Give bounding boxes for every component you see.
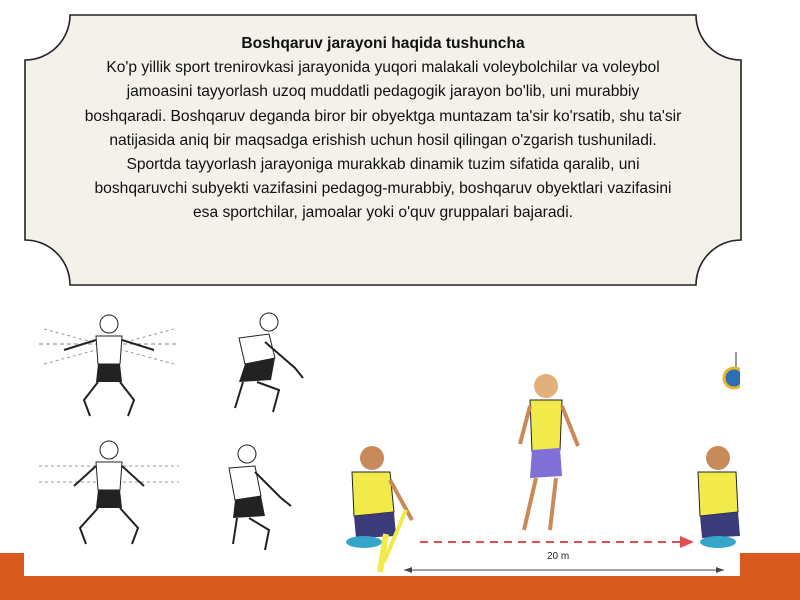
- distance-label: 20 m: [544, 551, 572, 562]
- accent-bar-bottom: [0, 576, 800, 600]
- athlete-side-ready-figure: [199, 440, 319, 555]
- info-card: [24, 14, 742, 286]
- accent-bar-right: [740, 553, 800, 576]
- accent-bar-left: [0, 553, 24, 576]
- card-body: Ko'p yillik sport trenirovkasi jarayonida yuqori malakali voleybolchilar va voleybol jamoasini tayyorlash uzoq muddatli pedagogik jarayon bo'lib, uni murabbiy boshqaradi. Boshqaruv deganda biror bir obyektga muntazam ta'sir ko'rsatib, shu ta'sir natijasida aniq bir maqsadga erishish uchun hosil qilingan o'zgarish tushuniladi. Sportda tayyorlash jarayoniga murakkab dinamik tuzim sifatida qaralib, uni boshqaruvchi subyekti vazifasini pedagog-murabbiy, boshqaruv obyektlari vazifasini esa sportchilar, jamoalar yoki o'quv gruppalari bajaradi.: [84, 59, 682, 222]
- card-text: [84, 32, 682, 226]
- jump-sequence-scene: [324, 340, 740, 576]
- exercise-illustrations: [24, 300, 740, 576]
- athlete-front-stance-figure: [34, 304, 184, 424]
- athlete-side-squat-figure: [199, 308, 319, 423]
- card-title: Boshqaruv jarayoni haqida tushuncha: [241, 35, 525, 52]
- athlete-front-squat-figure: [34, 432, 184, 552]
